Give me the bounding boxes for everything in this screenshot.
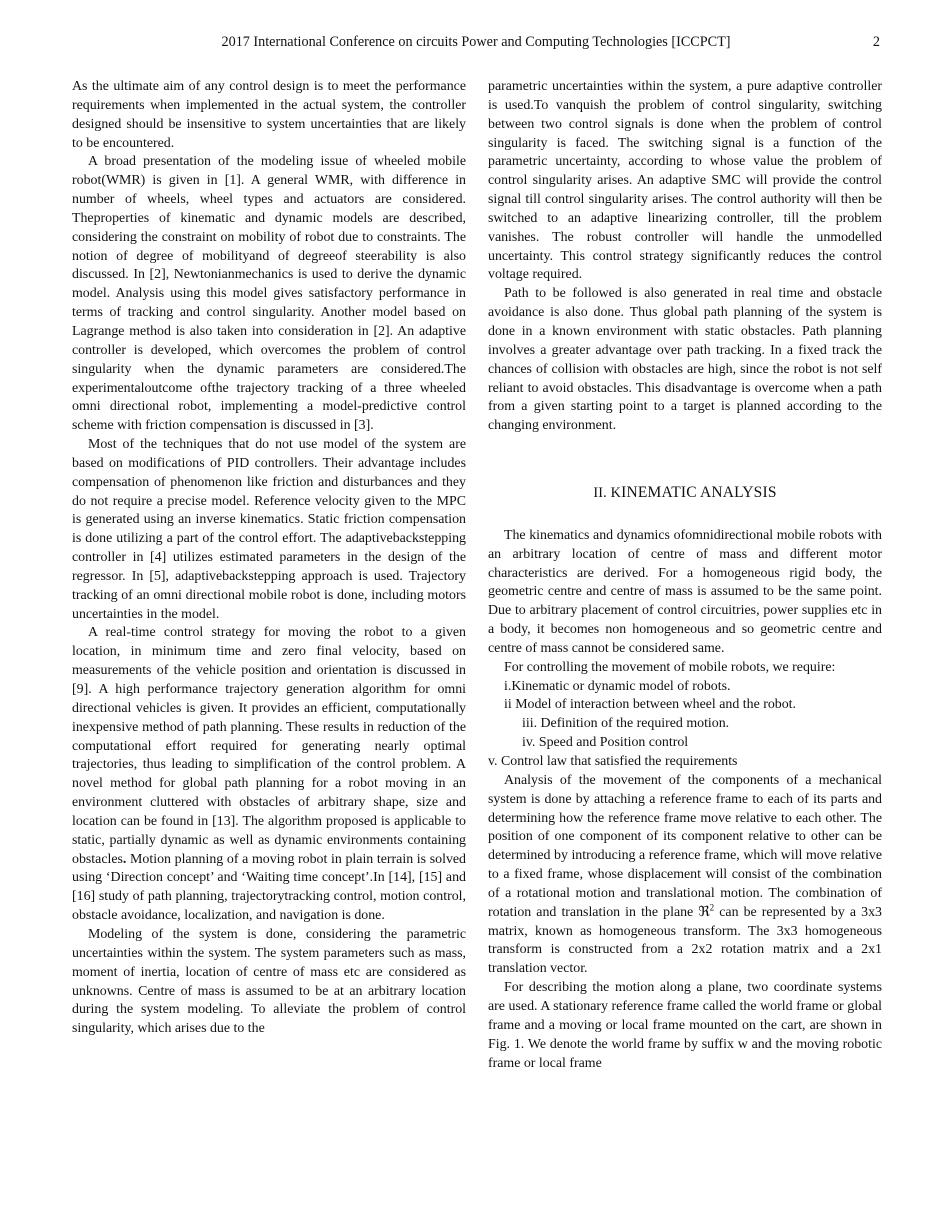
paragraph-text: Analysis of the movement of the components of a mechanical system is done by attaching a reference frame to each of its parts and determining how the reference frame move relative to each other. The position of one component of its component relative to other can be determined by introducing a reference frame, which will move relative to a fixed frame, whose displacement will consist of the combination of a rotational motion and translational motion. The combination of rotation and translation in the plane [488,772,882,920]
paragraph-text: can be represented by a 3x3 matrix, known as homogeneous transform. The 3x3 homogeneous transform is constructed from a 2x2 rotation matrix and a 2x1 translation vector. [488,904,882,977]
list-item: v. Control law that satisfied the requirements [488,754,738,769]
right-column [488,78,882,1073]
list-item: ii Model of interaction between wheel and the robot. [504,697,796,713]
superscript: 2 [709,902,715,913]
paragraph: parametric uncertainties within the system, a pure adaptive controller is used.To vanquish the problem of control singularity, switching between two control signals is done when the problem of control singularity is faced. The switching signal is a function of the parametric uncertainty, according to whose value the problem of control singularity arises. An adaptive SMC will provide the control signal till control singularity arises. The control authority will then be switched to an adaptive linearizing controller, till the problem vanishes. The robust controller will handle the unmodelled uncertainty. This control strategy significantly reduces the control voltage required. [488,79,882,283]
paragraph: For controlling the movement of mobile robots, we require: [504,659,836,675]
section-heading: II. KINEMATIC ANALYSIS [593,484,777,502]
page-header [0,31,952,53]
page-number: 2 [872,34,880,50]
paragraph-text: A real-time control strategy for moving the robot to a given location, in minimum time and zero final velocity, based on measurements of the vehicle position and orientation is discussed in [9]. A high performance trajectory generation algorithm for omni directional vehicles is given. It provides an efficient, computationally inexpensive method of path planning. These results in reduction of the computational effort required for generating nearly optimal trajectories, thus leading to simplification of the control problem. A novel method for global path planning for a robot moving in an environment cluttered with obstacles of arbitrary shape, size and location can be found in [13]. The algorithm proposed is applicable to static, partially dynamic as well as dynamic environments containing obstacles [72,625,466,867]
paragraph: The kinematics and dynamics ofomnidirectional mobile robots with an arbitrary location of centre of mass and different motor characteristics are derived. For a homogeneous rigid body, the geometric centre and centre of mass is assumed to be the same point. Due to arbitrary placement of control circuitries, power supplies etc in a body, it becomes non homogeneous and so geometric centre and centre of mass cannot be considered same. [488,527,882,656]
paragraph: As the ultimate aim of any control design is to meet the performance requirements when implemented in the actual system, the controller designed should be insensitive to system uncertainties that are likely to be encountered. [72,79,466,151]
list-item: iv. Speed and Position control [522,735,689,751]
paragraph-text: Motion planning of a moving robot in plain terrain is solved using ‘Direction concept’ and ‘Waiting time concept’.In [14], [15] and [16] study of path planning, trajectorytracking control, motion control, obstacle avoidance, localization, and navigation is done. [72,851,466,924]
paragraph: Modeling of the system is done, considering the parametric uncertainties within the system. The system parameters such as mass, moment of inertia, location of centre of mass etc are considered as unknowns. Centre of mass is assumed to be at an arbitrary location during the system modeling. To alleviate the problem of control singularity, which arises due to the [72,926,466,1037]
list-item: iii. Definition of the required motion. [522,716,730,732]
conference-title: 2017 International Conference on circuits Power and Computing Technologies [ICCPCT] [221,34,731,50]
paragraph: Path to be followed is also generated in real time and obstacle avoidance is also done. Thus global path planning of the system is done in a known environment with static obstacles. Path planning involves a greater advantage over path tracking. In a fixed track the chances of collision with obstacles are high, since the robot is not self reliant to avoid obstacles. This disadvantage is overcome when a path from a given starting point to a target is planned according to the changing environment. [488,286,882,434]
real-plane-symbol: ℜ [698,904,710,920]
requirements-list [488,678,882,772]
bold-period: . [122,851,127,867]
left-column [72,78,466,1039]
paragraph: A broad presentation of the modeling issue of wheeled mobile robot(WMR) is given in [1]. A general WMR, with difference in number of wheels, wheel types and actuators are considered. Theproperties of kinematic and dynamic models are described, considering the constraint on mobility of robot due to constraints. The notion of degree of mobilityand of degreeof steerability is also discussed. In [2], Newtonianmechanics is used to derive the dynamic model. Analysis using this model gives satisfactory performance in terms of tracking and control singularity. Another model based on Lagrange method is also taken into consideration in [2]. An adaptive controller is developed, which overcomes the problem of control singularity when the dynamic parameters are considered.The experimentaloutcome ofthe trajectory tracking of a three wheeled omni directional robot, implementing a model-predictive control scheme with friction compensation is discussed in [3]. [72,154,466,434]
paragraph: For describing the motion along a plane, two coordinate systems are used. A stationary reference frame called the world frame or global frame and a moving or local frame mounted on the cart, are shown in Fig. 1. We denote the world frame by suffix w and the moving robotic frame or local frame [488,980,882,1071]
paragraph: Most of the techniques that do not use model of the system are based on modifications of PID controllers. Their advantage includes compensation of phenomenon like friction and disturbances and they do not require a precise model. Reference velocity given to the MPC is generated using an inverse kinematics. Static friction compensation is done utilizing a part of the control effort. The adaptivebackstepping controller in [4] utilizes estimated parameters in the design of the regressor. In [5], adaptivebackstepping approach is used. Trajectory tracking of an omni directional mobile robot is done, including motors uncertainties in the model. [72,437,466,622]
paragraph [488,772,882,979]
paragraph [72,624,466,926]
list-item: i.Kinematic or dynamic model of robots. [504,678,731,694]
